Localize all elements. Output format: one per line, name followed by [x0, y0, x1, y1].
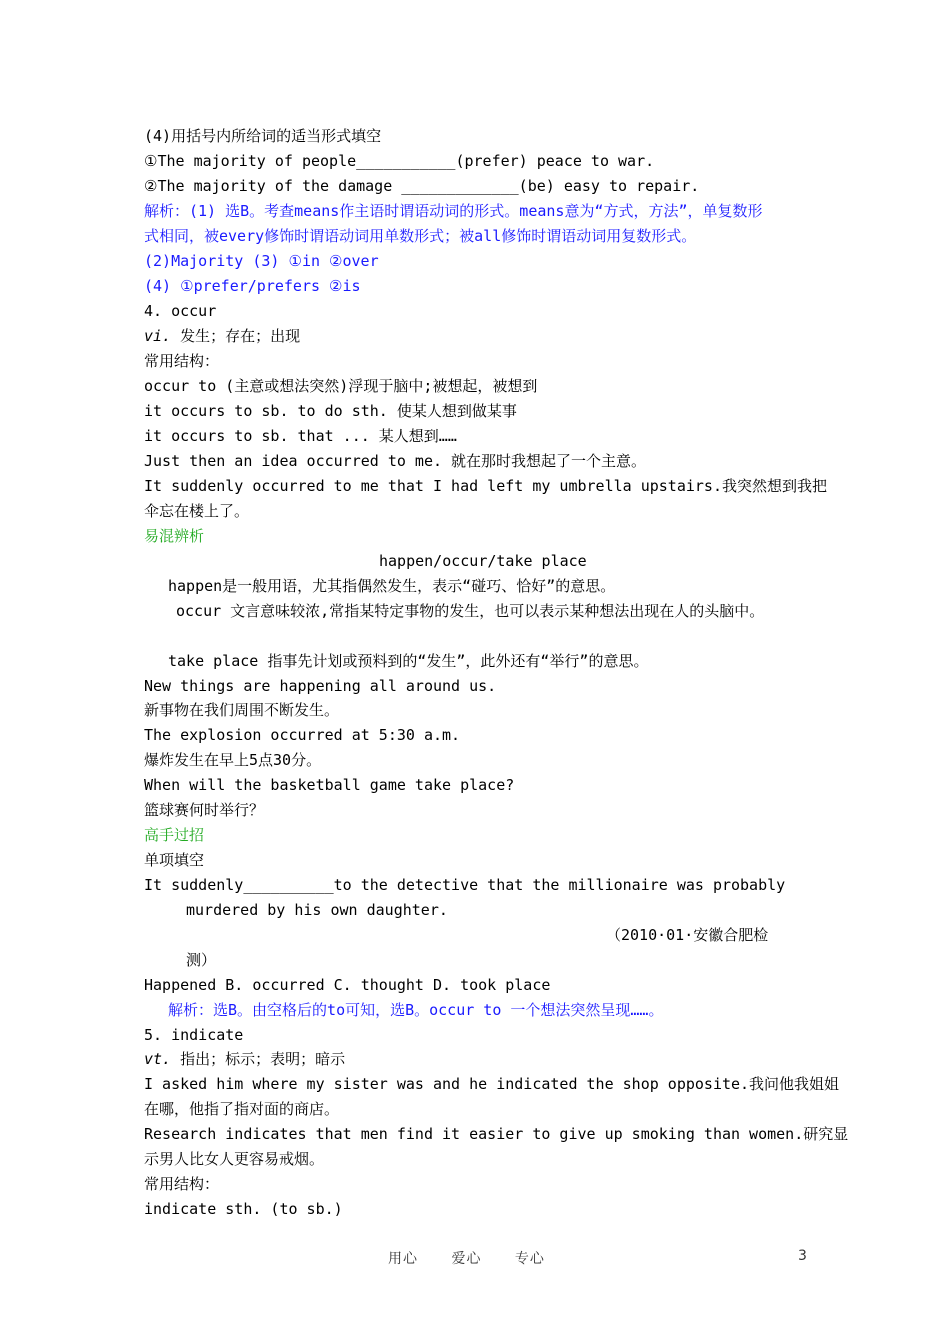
text-line: happen/occur/take place [379, 552, 587, 570]
page-footer [0, 1248, 950, 1268]
text-line: (2)Majority (3) ①in ②over [144, 252, 379, 270]
text-line: indicate sth. (to sb.) [144, 1200, 343, 1218]
text-line [144, 1049, 345, 1069]
text-line: 解析：选B。由空格后的to可知，选B。occur to 一个想法突然呈现……。 [168, 1001, 664, 1019]
text-line: It suddenly__________to the detective that the millionaire was probably [144, 876, 786, 894]
text-line [144, 326, 300, 346]
definition: 发生；存在；出现 [171, 327, 301, 345]
text-line: take place 指事先计划或预料到的“发生”，此外还有“举行”的意思。 [168, 652, 649, 670]
text-line: The explosion occurred at 5:30 a.m. [144, 726, 461, 744]
text-line: When will the basketball game take place? [144, 776, 515, 794]
text-line: occur to (主意或想法突然)浮现于脑中;被想起，被想到 [144, 377, 538, 395]
definition: 指出；标示；表明；暗示 [171, 1050, 346, 1068]
text-line: 伞忘在楼上了。 [144, 502, 250, 520]
text-line: Happened B. occurred C. thought D. took place [144, 976, 551, 994]
text-line: occur 文言意味较浓,常指某特定事物的发生，也可以表示某种想法出现在人的头脑中。 [176, 602, 765, 620]
text-line: 在哪，他指了指对面的商店。 [144, 1100, 340, 1118]
text-line: 新事物在我们周围不断发生。 [144, 701, 340, 719]
text-line: 单项填空 [144, 851, 205, 869]
text-line: 解析：(1) 选B。考查means作主语时谓语动词的形式。means意为“方式，方法”，单复数形 [144, 202, 763, 220]
text-line: （2010·01·安徽合肥检 [606, 926, 769, 944]
text-line: it occurs to sb. to do sth. 使某人想到做某事 [144, 402, 517, 420]
text-line: 4. occur [144, 302, 217, 320]
text-line: 爆炸发生在早上5点30分。 [144, 751, 322, 769]
text-line: 5. indicate [144, 1026, 244, 1044]
page-number: 3 [798, 1248, 807, 1264]
text-line: ②The majority of the damage _____________(be) easy to repair. [144, 177, 700, 195]
footer-motto-2: 爱心 [451, 1251, 482, 1267]
text-line: (4)用括号内所给词的适当形式填空 [144, 127, 382, 145]
text-line: 常用结构： [144, 352, 220, 370]
text-line: 常用结构： [144, 1175, 220, 1193]
text-line: 篮球赛何时举行？ [144, 801, 265, 819]
footer-motto-1: 用心 [388, 1251, 418, 1267]
text-line: It suddenly occurred to me that I had left my umbrella upstairs.我突然想到我把 [144, 477, 827, 495]
text-line: ①The majority of people___________(prefer) peace to war. [144, 152, 655, 170]
text-line: happen是一般用语，尤其指偶然发生，表示“碰巧、恰好”的意思。 [168, 577, 616, 595]
text-line: 测） [186, 951, 217, 969]
text-line: 式相同，被every修饰时谓语动词用单数形式；被all修饰时谓语动词用复数形式。 [144, 227, 697, 245]
text-line: (4) ①prefer/prefers ②is [144, 277, 361, 295]
text-line: murdered by his own daughter. [186, 901, 448, 919]
text-line: 高手过招 [144, 826, 205, 844]
text-line: it occurs to sb. that ... 某人想到…… [144, 427, 457, 445]
text-line: 示男人比女人更容易戒烟。 [144, 1150, 325, 1168]
footer-motto [388, 1248, 573, 1268]
text-line: Research indicates that men find it easier to give up smoking than women.研究显 [144, 1125, 849, 1143]
text-line: Just then an idea occurred to me. 就在那时我想起了一个主意。 [144, 452, 647, 470]
text-line: New things are happening all around us. [144, 677, 497, 695]
footer-motto-3: 专心 [514, 1251, 545, 1267]
text-line: I asked him where my sister was and he indicated the shop opposite.我问他我姐姐 [144, 1075, 840, 1093]
part-of-speech: vi. [144, 327, 172, 345]
text-line: 易混辨析 [144, 527, 205, 545]
part-of-speech: vt. [144, 1050, 172, 1068]
